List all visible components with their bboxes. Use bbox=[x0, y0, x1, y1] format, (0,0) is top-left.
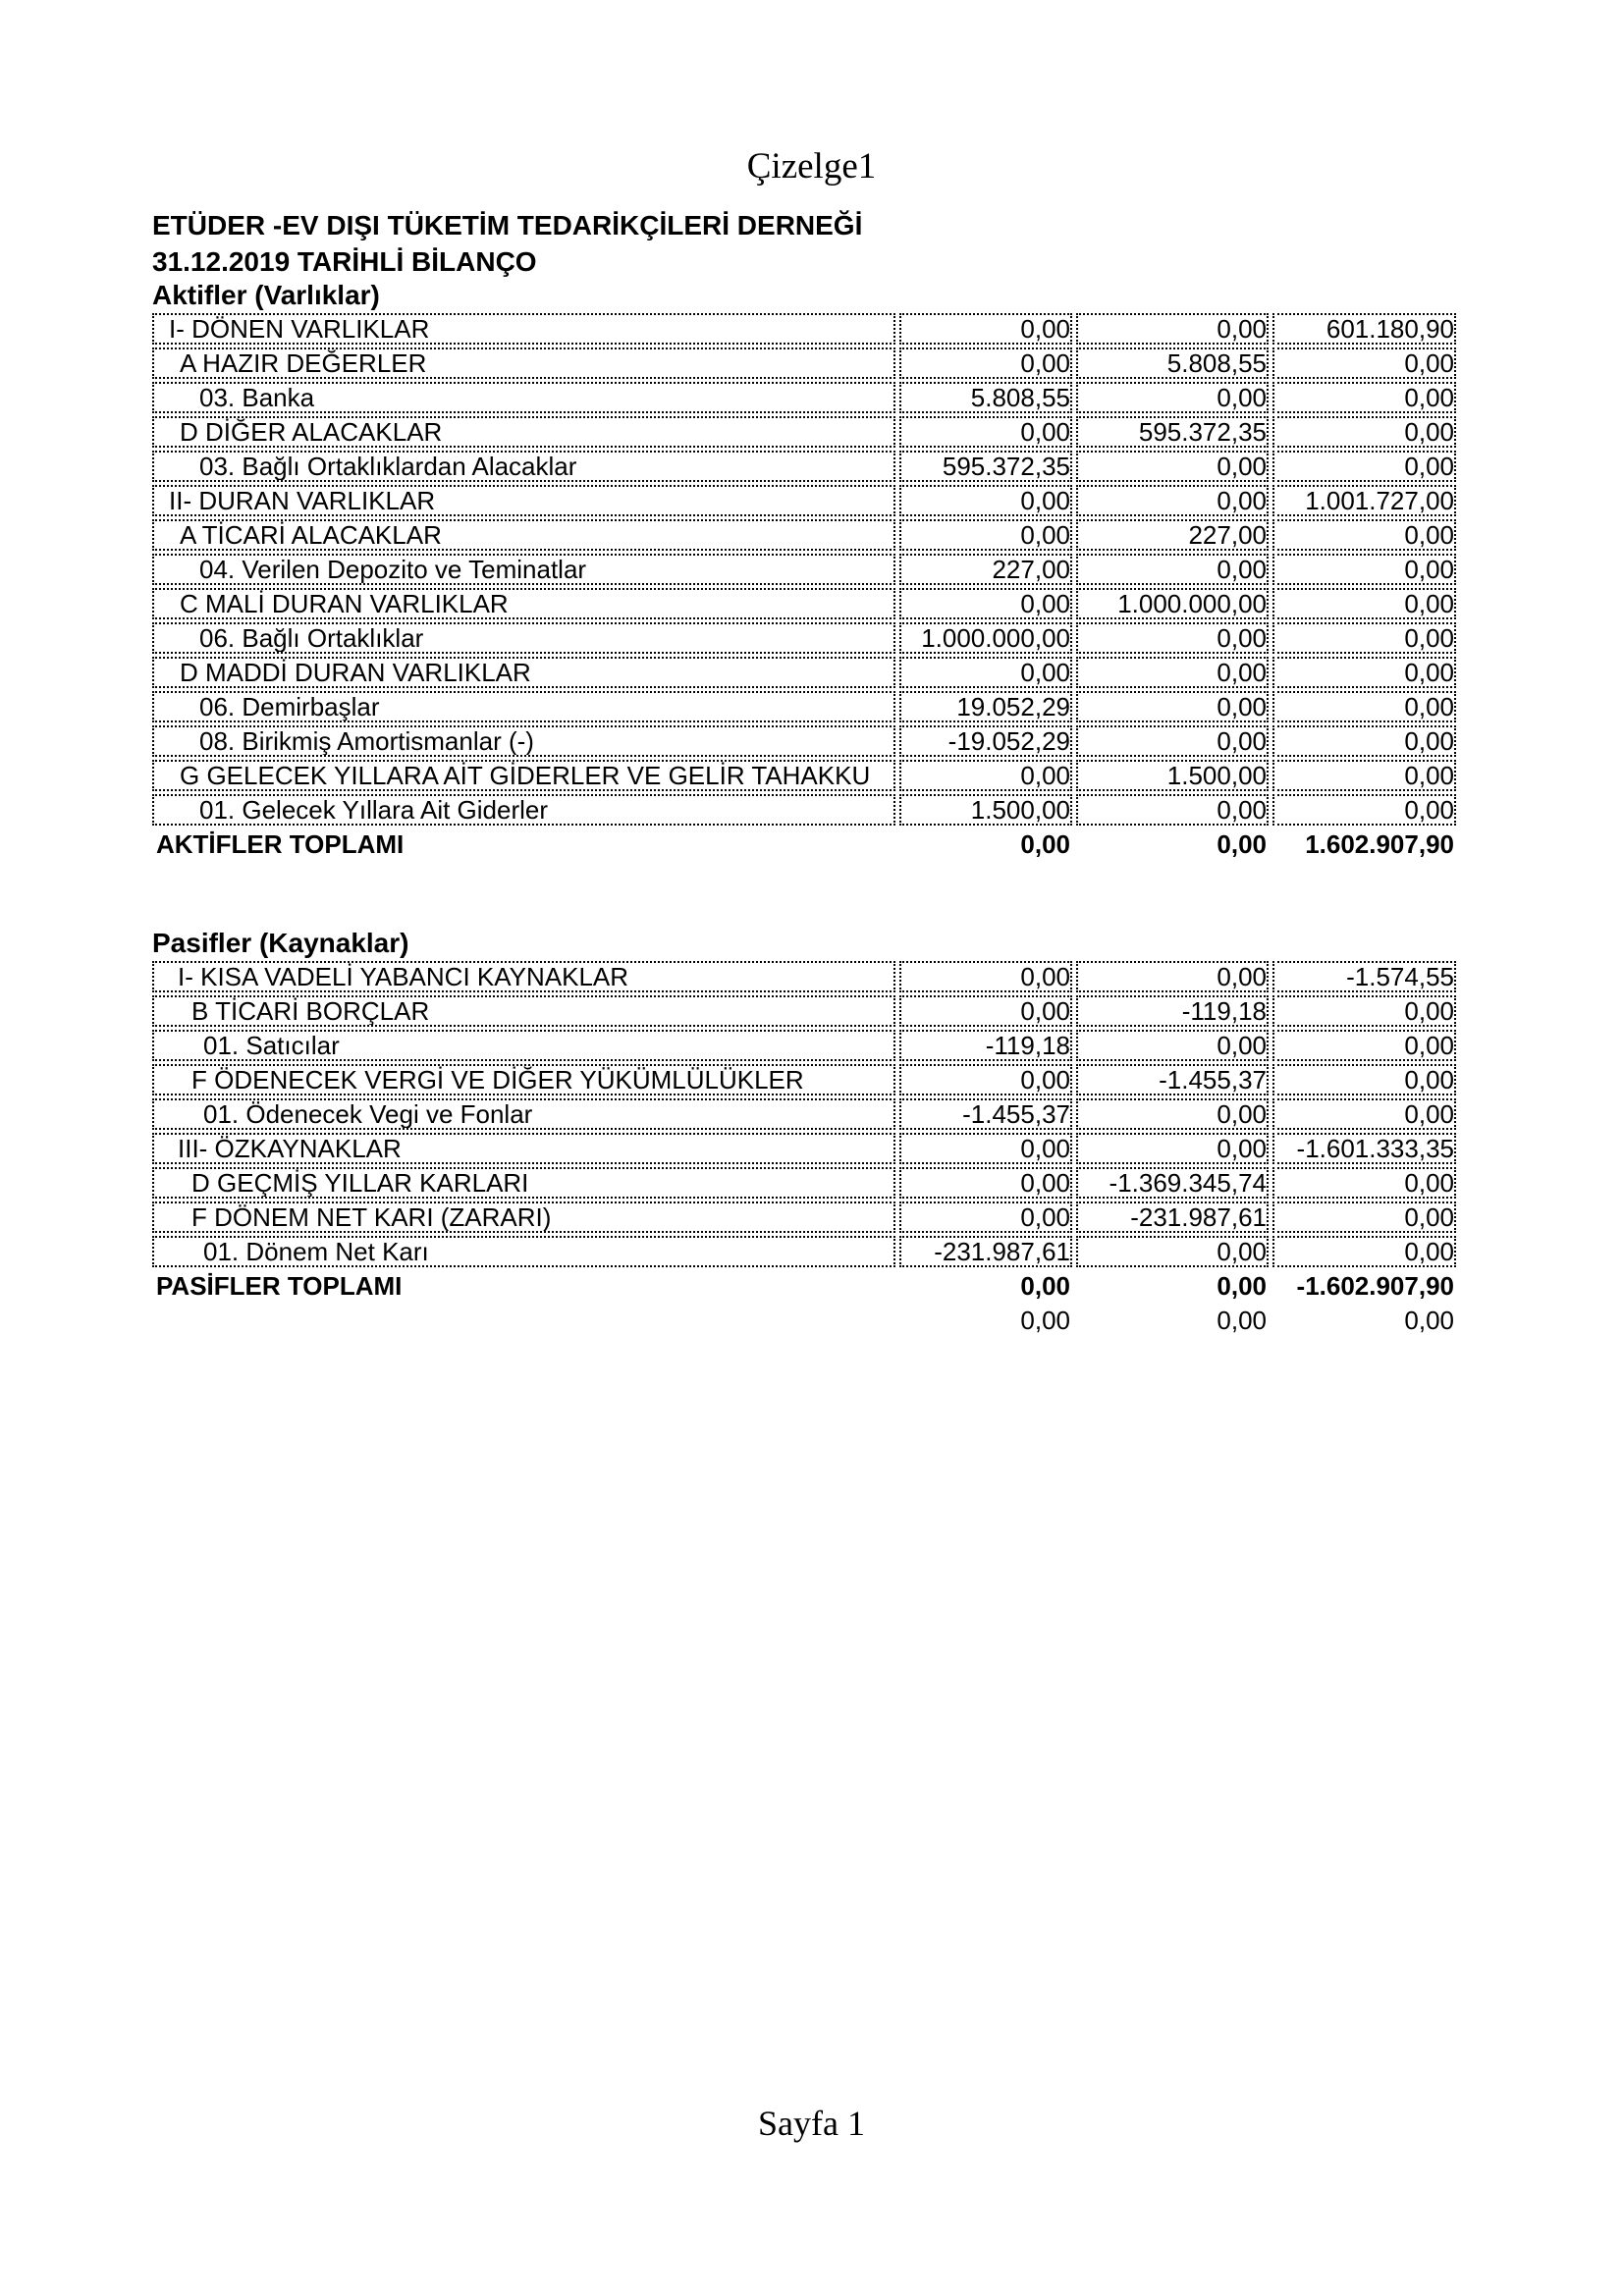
amount-col-3: -1.602.907,90 bbox=[1296, 1271, 1454, 1301]
amount-col-1: 0,00 bbox=[899, 760, 1072, 791]
amount-col-1: 0,00 bbox=[899, 657, 1072, 688]
account-label: 01. Satıcılar bbox=[152, 1030, 895, 1061]
account-label: 06. Bağlı Ortaklıklar bbox=[152, 622, 895, 654]
amount-col-1: 0,00 bbox=[899, 416, 1072, 448]
liabilities-table bbox=[148, 958, 1460, 1339]
amount-col-1: 1.000.000,00 bbox=[899, 622, 1072, 654]
amount-col-1: 5.808,55 bbox=[899, 382, 1072, 413]
amount-col-2: 0,00 bbox=[1076, 313, 1269, 345]
amount-col-1: 1.500,00 bbox=[899, 794, 1072, 826]
amount-col-3: 0,00 bbox=[1272, 347, 1456, 379]
total-row bbox=[152, 1270, 1456, 1302]
amount-col-1: 0,00 bbox=[1020, 1306, 1070, 1335]
amount-col-3: 0,00 bbox=[1272, 451, 1456, 482]
amount-col-3: 0,00 bbox=[1272, 794, 1456, 826]
amount-col-1: 0,00 bbox=[899, 995, 1072, 1027]
account-label: D MADDİ DURAN VARLIKLAR bbox=[152, 657, 895, 688]
amount-col-1: 19.052,29 bbox=[899, 691, 1072, 722]
amount-col-3: 0,00 bbox=[1272, 1064, 1456, 1095]
amount-col-1: 0,00 bbox=[899, 347, 1072, 379]
amount-col-2: 0,00 bbox=[1076, 382, 1269, 413]
amount-col-2: -231.987,61 bbox=[1076, 1201, 1269, 1233]
amount-col-1: 0,00 bbox=[1020, 1271, 1070, 1301]
account-row bbox=[152, 416, 1456, 448]
amount-col-1: -19.052,29 bbox=[899, 725, 1072, 757]
assets-table bbox=[148, 310, 1460, 863]
amount-col-2: 0,00 bbox=[1076, 725, 1269, 757]
amount-col-2: 227,00 bbox=[1076, 519, 1269, 551]
amount-col-2: 0,00 bbox=[1217, 829, 1267, 859]
amount-col-2: 0,00 bbox=[1076, 1236, 1269, 1267]
amount-col-1: 0,00 bbox=[899, 1167, 1072, 1199]
account-row bbox=[152, 760, 1456, 791]
amount-col-3: 0,00 bbox=[1272, 382, 1456, 413]
amount-col-1: 0,00 bbox=[899, 588, 1072, 619]
amount-col-3: 0,00 bbox=[1272, 1236, 1456, 1267]
amount-col-3: 0,00 bbox=[1272, 1167, 1456, 1199]
amount-col-1: 0,00 bbox=[899, 961, 1072, 992]
amount-col-3: 601.180,90 bbox=[1272, 313, 1456, 345]
account-label: 01. Ödenecek Vegi ve Fonlar bbox=[152, 1098, 895, 1130]
amount-col-3: 0,00 bbox=[1272, 622, 1456, 654]
account-label: 03. Banka bbox=[152, 382, 895, 413]
amount-col-3: 0,00 bbox=[1272, 554, 1456, 585]
account-label: II- DURAN VARLIKLAR bbox=[152, 485, 895, 516]
amount-col-3: -1.574,55 bbox=[1272, 961, 1456, 992]
account-row bbox=[152, 347, 1456, 379]
account-row bbox=[152, 657, 1456, 688]
amount-col-3: 1.001.727,00 bbox=[1272, 485, 1456, 516]
account-row bbox=[152, 382, 1456, 413]
liabilities-section-title: Pasifler (Kaynaklar) bbox=[152, 928, 409, 958]
spacer-row bbox=[152, 1305, 1456, 1336]
account-row bbox=[152, 1030, 1456, 1061]
account-label: 04. Verilen Depozito ve Teminatlar bbox=[152, 554, 895, 585]
amount-col-2: 0,00 bbox=[1076, 961, 1269, 992]
amount-col-2: 5.808,55 bbox=[1076, 347, 1269, 379]
amount-col-1: 0,00 bbox=[899, 519, 1072, 551]
account-row bbox=[152, 995, 1456, 1027]
amount-col-1: 0,00 bbox=[899, 1133, 1072, 1164]
account-label bbox=[152, 1305, 895, 1336]
amount-col-2: 0,00 bbox=[1076, 657, 1269, 688]
amount-col-1: 0,00 bbox=[1020, 829, 1070, 859]
amount-col-1: 595.372,35 bbox=[899, 451, 1072, 482]
amount-col-2: -1.455,37 bbox=[1076, 1064, 1269, 1095]
account-label: D DİĞER ALACAKLAR bbox=[152, 416, 895, 448]
amount-col-2: 0,00 bbox=[1076, 554, 1269, 585]
amount-col-1: -119,18 bbox=[899, 1030, 1072, 1061]
amount-col-3: 0,00 bbox=[1272, 657, 1456, 688]
account-label: AKTİFLER TOPLAMI bbox=[156, 829, 405, 859]
amount-col-3: 0,00 bbox=[1272, 995, 1456, 1027]
account-row bbox=[152, 1098, 1456, 1130]
account-row bbox=[152, 725, 1456, 757]
account-row bbox=[152, 1064, 1456, 1095]
amount-col-3: 0,00 bbox=[1272, 416, 1456, 448]
amount-col-2: 0,00 bbox=[1076, 691, 1269, 722]
amount-col-1: 227,00 bbox=[899, 554, 1072, 585]
amount-col-3: 0,00 bbox=[1404, 1306, 1454, 1335]
amount-col-2: 0,00 bbox=[1076, 622, 1269, 654]
amount-col-2: 0,00 bbox=[1076, 485, 1269, 516]
amount-col-2: 0,00 bbox=[1217, 1271, 1267, 1301]
amount-col-2: 0,00 bbox=[1076, 1133, 1269, 1164]
amount-col-1: 0,00 bbox=[899, 313, 1072, 345]
account-row bbox=[152, 485, 1456, 516]
account-label: 06. Demirbaşlar bbox=[152, 691, 895, 722]
amount-col-2: 0,00 bbox=[1217, 1306, 1267, 1335]
amount-col-3: 0,00 bbox=[1272, 1098, 1456, 1130]
amount-col-3: -1.601.333,35 bbox=[1272, 1133, 1456, 1164]
account-label: B TİCARİ BORÇLAR bbox=[152, 995, 895, 1027]
account-label: 01. Dönem Net Karı bbox=[152, 1236, 895, 1267]
amount-col-2: 0,00 bbox=[1076, 1030, 1269, 1061]
amount-col-2: -119,18 bbox=[1076, 995, 1269, 1027]
amount-col-2: -1.369.345,74 bbox=[1076, 1167, 1269, 1199]
amount-col-1: -1.455,37 bbox=[899, 1098, 1072, 1130]
account-row bbox=[152, 794, 1456, 826]
assets-section-title: Aktifler (Varlıklar) bbox=[152, 280, 380, 310]
amount-col-3: 0,00 bbox=[1272, 1201, 1456, 1233]
account-label: A TİCARİ ALACAKLAR bbox=[152, 519, 895, 551]
account-row bbox=[152, 554, 1456, 585]
account-row bbox=[152, 691, 1456, 722]
account-label: D GEÇMİŞ YILLAR KARLARI bbox=[152, 1167, 895, 1199]
account-row bbox=[152, 1201, 1456, 1233]
organization-title: ETÜDER -EV DIŞI TÜKETİM TEDARİKÇİLERİ DERNEĞİ bbox=[152, 210, 863, 240]
account-row bbox=[152, 1133, 1456, 1164]
account-label: F ÖDENECEK VERGİ VE DİĞER YÜKÜMLÜLÜKLER bbox=[152, 1064, 895, 1095]
account-label: PASİFLER TOPLAMI bbox=[156, 1271, 403, 1301]
account-row bbox=[152, 961, 1456, 992]
account-label: F DÖNEM NET KARI (ZARARI) bbox=[152, 1201, 895, 1233]
amount-col-3: 0,00 bbox=[1272, 725, 1456, 757]
account-label: C MALİ DURAN VARLIKLAR bbox=[152, 588, 895, 619]
balance-sheet-title: 31.12.2019 TARİHLİ BİLANÇO bbox=[152, 246, 537, 277]
account-label: 08. Birikmiş Amortismanlar (-) bbox=[152, 725, 895, 757]
page-number: Sayfa 1 bbox=[758, 2104, 865, 2143]
account-label: 03. Bağlı Ortaklıklardan Alacaklar bbox=[152, 451, 895, 482]
account-row bbox=[152, 519, 1456, 551]
amount-col-3: 0,00 bbox=[1272, 760, 1456, 791]
account-row bbox=[152, 1236, 1456, 1267]
account-label: 01. Gelecek Yıllara Ait Giderler bbox=[152, 794, 895, 826]
amount-col-2: 1.000.000,00 bbox=[1076, 588, 1269, 619]
document-header bbox=[152, 207, 1623, 280]
amount-col-3: 0,00 bbox=[1272, 1030, 1456, 1061]
account-label: A HAZIR DEĞERLER bbox=[152, 347, 895, 379]
amount-col-3: 0,00 bbox=[1272, 691, 1456, 722]
amount-col-1: 0,00 bbox=[899, 1064, 1072, 1095]
account-row bbox=[152, 622, 1456, 654]
account-row bbox=[152, 1167, 1456, 1199]
account-label: I- DÖNEN VARLIKLAR bbox=[152, 313, 895, 345]
amount-col-3: 1.602.907,90 bbox=[1305, 829, 1454, 859]
amount-col-1: 0,00 bbox=[899, 1201, 1072, 1233]
amount-col-2: 0,00 bbox=[1076, 794, 1269, 826]
amount-col-2: 595.372,35 bbox=[1076, 416, 1269, 448]
table-caption: Çizelge1 bbox=[746, 146, 877, 187]
account-label: III- ÖZKAYNAKLAR bbox=[152, 1133, 895, 1164]
total-row bbox=[152, 828, 1456, 860]
amount-col-1: -231.987,61 bbox=[899, 1236, 1072, 1267]
account-row bbox=[152, 313, 1456, 345]
amount-col-2: 0,00 bbox=[1076, 451, 1269, 482]
account-row bbox=[152, 451, 1456, 482]
amount-col-1: 0,00 bbox=[899, 485, 1072, 516]
amount-col-3: 0,00 bbox=[1272, 588, 1456, 619]
account-label: G GELECEK YILLARA AİT GİDERLER VE GELİR TAHAKKU bbox=[152, 760, 895, 791]
account-label: I- KISA VADELİ YABANCI KAYNAKLAR bbox=[152, 961, 895, 992]
amount-col-2: 0,00 bbox=[1076, 1098, 1269, 1130]
account-row bbox=[152, 588, 1456, 619]
amount-col-2: 1.500,00 bbox=[1076, 760, 1269, 791]
amount-col-3: 0,00 bbox=[1272, 519, 1456, 551]
